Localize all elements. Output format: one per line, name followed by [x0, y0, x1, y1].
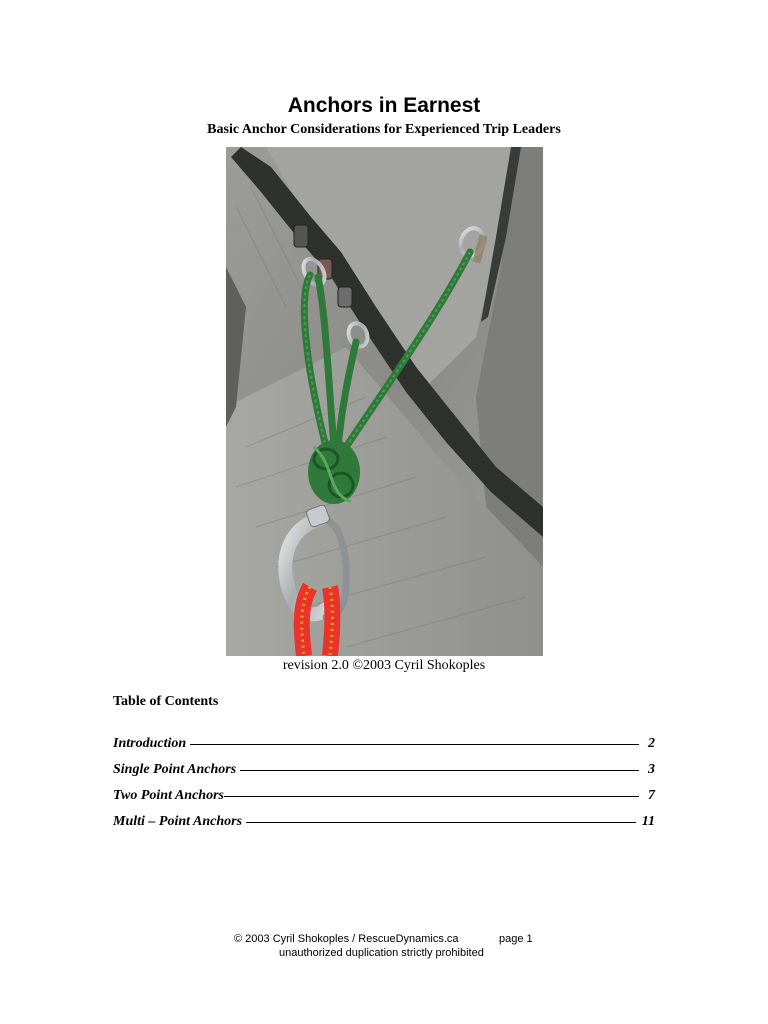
toc-entry-page: 7: [648, 788, 655, 803]
footer-page-number: page 1: [499, 933, 533, 945]
table-of-contents: [113, 735, 655, 839]
cover-photo: [226, 147, 543, 656]
toc-entry-introduction[interactable]: [113, 735, 655, 761]
footer-notice: unauthorized duplication strictly prohibited: [279, 947, 484, 959]
toc-entry-multi-point-anchors[interactable]: [113, 813, 655, 839]
toc-entry-label: Multi – Point Anchors: [113, 814, 243, 829]
toc-leader-line: [240, 770, 639, 771]
toc-entry-page: 3: [648, 762, 655, 777]
toc-entry-label: Introduction: [113, 736, 187, 751]
toc-entry-page: 11: [641, 814, 655, 829]
toc-entry-label: Two Point Anchors: [113, 788, 224, 803]
footer-copyright: © 2003 Cyril Shokoples / RescueDynamics.ca: [234, 933, 459, 945]
toc-leader-line: [190, 744, 639, 745]
toc-entry-label: Single Point Anchors: [113, 762, 237, 777]
toc-leader-line: [224, 796, 639, 797]
toc-heading: Table of Contents: [113, 694, 219, 709]
figure-eight-knot: [308, 440, 360, 504]
toc-entry-single-point-anchors[interactable]: [113, 761, 655, 787]
toc-leader-line: [246, 822, 636, 823]
revision-line: revision 2.0 ©2003 Cyril Shokoples: [282, 658, 486, 673]
toc-entry-page: 2: [648, 736, 655, 751]
anchor-photo-illustration: [226, 147, 543, 656]
toc-entry-two-point-anchors[interactable]: [113, 787, 655, 813]
document-title: Anchors in Earnest: [287, 94, 481, 117]
document-subtitle: Basic Anchor Considerations for Experienced Trip Leaders: [207, 122, 561, 137]
